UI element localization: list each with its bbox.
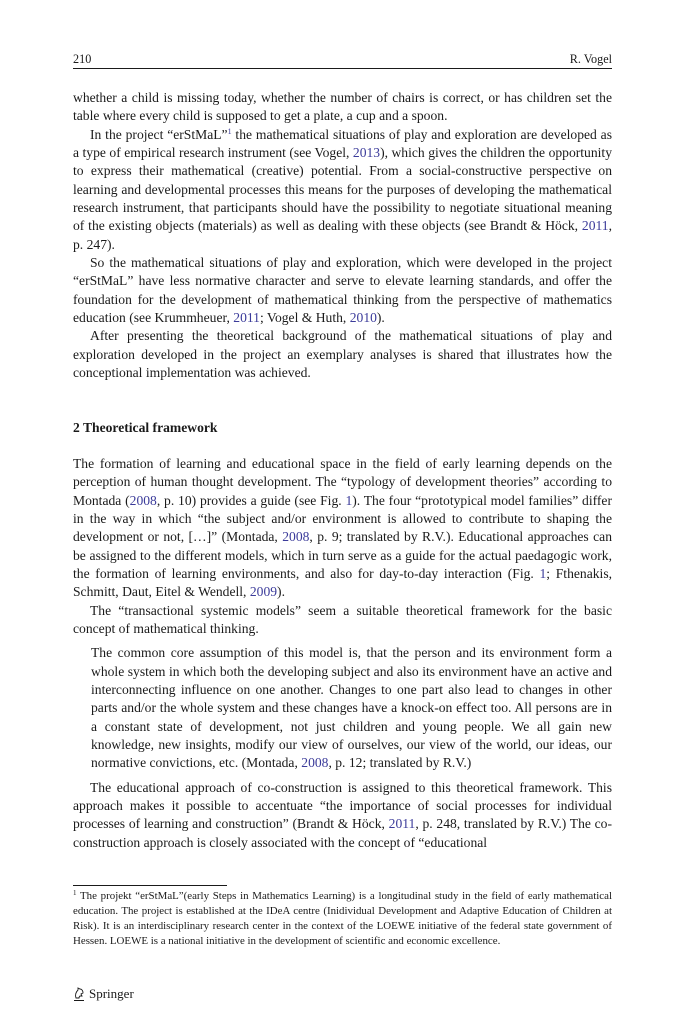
footnote-rule [73,885,227,886]
publisher-name: Springer [89,986,134,1001]
text: , p. 9; translated by R.V.). Educational approaches can be assigned to the different models, which in turn serve as a guide for the actual paedagogic work, the formation of learning environments, and also for day-to-day interaction (Fig. [73,529,612,581]
publisher-logo [73,986,134,1002]
figure-link[interactable]: 1 [345,492,353,508]
citation-link[interactable]: 2011 [233,310,260,326]
citation-link[interactable]: 2011 [581,218,609,234]
header-rule [73,68,612,69]
citation-link[interactable]: 2013 [352,145,381,161]
text: In the project “erStMaL” [90,126,228,142]
text: ; Fthenakis, Schmitt, Daut, Eitel & Wendell, [73,565,613,600]
text: ; Vogel & Huth, [259,310,350,326]
springer-horse-icon [73,986,85,1002]
text: , p. 10) provides a guide (see Fig. [156,492,346,508]
text: the mathematical situations of play and exploration are developed as a type of empirical research instrument (see Vogel, [73,126,612,161]
section-heading: 2 Theoretical framework [73,419,218,435]
paragraph: whether a child is missing today, whether the number of chairs is correct, or has children set the table where every child is supposed to get a plate, a cup and a spoon. [73,90,612,124]
block-quote [91,644,612,772]
text: ). [376,310,385,326]
text: ). [277,584,285,600]
paragraph [73,455,612,602]
text: The formation of learning and educational space in the field of early learning depends on the perception of human thought development. The “typology of development theories” according to Montada ( [73,455,612,508]
citation-link[interactable]: 2009 [249,584,278,600]
footnote-link[interactable]: 1 [227,126,232,136]
text: So the mathematical situations of play and exploration, which were developed in the project “erStMaL” have less normative character and serve to elevate learning standards, and offer the foundation for the development of mathematical thinking from the perspective of mathematics education (see Krummheuer, [73,255,612,326]
footnote-text: The projekt “erStMaL”(early Steps in Mathematics Learning) is a longitudinal study in the field of early mathematical education. The project is established at the IDeA centre (Inidividual Development and Adaptive Education of Children at Risk). It is an interdisciplinary research center in the context of the LOEWE initiative of the federal state government of Hessen. LOEWE is a national initiative in the development of scientific and economic excellence. [73,890,612,947]
body-text [73,89,612,852]
paragraph [73,779,612,852]
citation-link[interactable]: 2008 [129,492,157,508]
footnote-marker: 1 [73,889,77,897]
paragraph [73,254,612,327]
text: ), which gives the children the opportunity to express their mathematical (creative) potential. From a social-constructive perspective on learning and developmental processes this means for the purposes of developing the mathematical research instrument, that participants should have the possibility to negotiate situational meaning of the existing objects (materials) as well as dealing with these objects (see Brandt & Höck, [73,145,613,234]
text: The educational approach of co-construction is assigned to this theoretical framework. This approach makes it possible to accentuate “the importance of social processes for individual processes of learning and construction” (Brandt & Höck, [73,779,612,832]
citation-link[interactable]: 2010 [349,310,377,326]
running-author: R. Vogel [569,52,612,66]
paragraph: After presenting the theoretical background of the mathematical situations of play and exploration developed in the project an exemplary analyses is shared that illustrates how the conceptional implementation was achieved. [73,328,612,381]
page-number: 210 [73,52,92,66]
text: , p. 248, translated by R.V.) The co-construction approach is closely associated with the concept of “educational [73,816,612,850]
text: The common core assumption of this model is, that the person and its environment form a whole system in which both the developing subject and also its environment have an active and interconnecting influence on one another. Changes to one part also lead to changes in other parts and/or the whole system and these changes have a knock-on effect too. All persons are in a constant state of development, not just children and young people. We all gain new knowledge, new insights, modify our view of ourselves, our view of the world, our ideas, our normative convictions, etc. (Montada, [91,645,612,771]
citation-link[interactable]: 2008 [301,755,329,771]
text: , p. 12; translated by R.V.) [328,755,472,771]
text: , p. 247). [73,218,612,252]
paragraph [73,126,612,254]
paragraph: The “transactional systemic models” seem a suitable theoretical framework for the basic concept of mathematical thinking. [73,602,612,636]
running-head [73,52,612,66]
figure-link[interactable]: 1 [539,565,547,581]
citation-link[interactable]: 2008 [282,529,310,545]
text: ). The four “prototypical model families” differ in the way in which “the subject and/or environment is allowed to contribute to shaping the development or not, […]” (Montada, [73,492,612,545]
citation-link[interactable]: 2011 [388,816,416,832]
footnote [73,889,612,949]
